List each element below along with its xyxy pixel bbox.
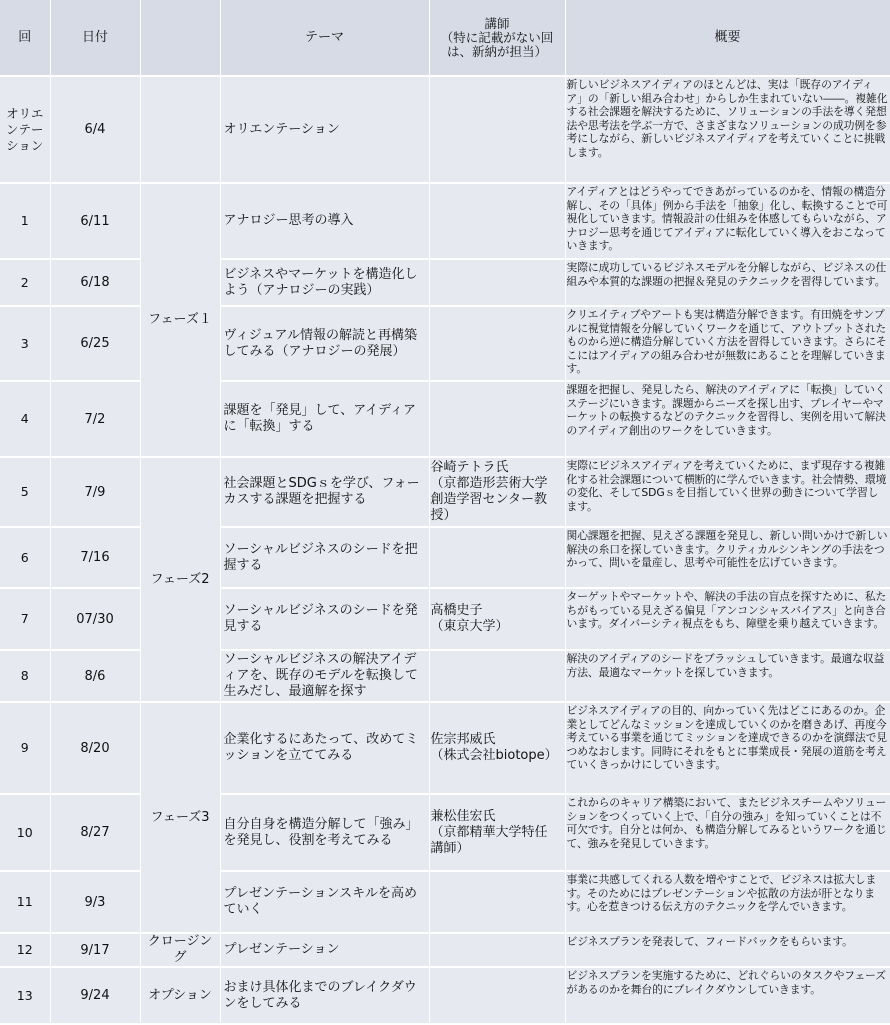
header-row <box>0 0 890 76</box>
row-num: 6 <box>0 527 50 588</box>
row-theme: 課題を「発見」して、アイディアに「転換」する <box>220 381 429 457</box>
header-num: 回 <box>0 0 50 76</box>
header-phase <box>140 0 220 76</box>
row-lecturer: 谷崎テトラ氏 （京都造形芸術大学 創造学習センター教 授） <box>429 457 565 527</box>
row-lecturer <box>429 650 565 702</box>
row-summary <box>565 650 890 702</box>
row-date: 8/6 <box>50 650 140 702</box>
row-summary-text: 課題を把握し、発見したら、解決のアイディアに「転換」していくステージにいきます。課題からニーズを探し出す、プレイヤーやマーケットの転換するなどのテクニックを習得し、実例を用いて解決のアイディア創出のワークをしていきます。 <box>566 383 886 437</box>
row-summary-text: アイディアとはどうやってできあがっているのかを、情報の構造分解し、その「具体」例から手法を「抽象」化し、転換することで可視化していきます。情報設計の仕組みを体感してもらいながら、アナロジー思考を通じてアイディアに転化していく導入をおこなっていきます。 <box>566 185 888 253</box>
row-summary <box>565 967 890 1024</box>
row-date: 6/25 <box>50 306 140 381</box>
table-row <box>0 702 890 794</box>
table-row <box>0 933 890 967</box>
table-row <box>0 183 890 259</box>
option-label: オプション <box>140 967 220 1024</box>
row-summary-text: 実際に成功しているビジネスモデルを分解しながら、ビジネスの仕組みや本質的な課題の把握＆発見のテクニックを習得しています。 <box>566 261 887 288</box>
row-summary <box>565 306 890 381</box>
phase-3-label: フェーズ3 <box>140 702 220 933</box>
row-summary-text: 事業に共感してくれる人数を増やすことで、ビジネスは拡大します。そのためにはプレゼンテーションや拡散の方法が肝となります。心を惹きつける伝え方のテクニックを学んでいきます。 <box>566 873 877 914</box>
row-lecturer <box>429 933 565 967</box>
row-summary-text: ターゲットやマーケットや、解決の手法の盲点を探すために、私たちがもっている見えざる偏見「アンコンシャスバイアス」と向き合います。ダイバーシティ視点をもち、障壁を乗り越えていきます。 <box>566 590 887 631</box>
table-row <box>0 588 890 650</box>
table-row <box>0 259 890 306</box>
phase-2-label: フェーズ2 <box>140 457 220 702</box>
row-date: 9/3 <box>50 871 140 933</box>
row-num: 1 <box>0 183 50 259</box>
row-lecturer: 佐宗邦威氏 （株式会社biotope） <box>429 702 565 794</box>
row-num: 12 <box>0 933 50 967</box>
table-row <box>0 381 890 457</box>
row-lecturer <box>429 381 565 457</box>
row-summary-text: クリエイティブやアートも実は構造分解できます。有田焼をサンプルに視覚情報を分解していくワークを通じて、アウトプットされたものから逆に構造分解していく方法を習得していきます。さらにそこにはアイディアの組み合わせが無数にあることを理解していきます。 <box>566 308 887 376</box>
row-summary-text: 解決のアイディアのシードをブラッシュしていきます。最適な収益方法、最適なマーケットを探していきます。 <box>566 652 885 679</box>
row-summary <box>565 933 890 967</box>
row-lecturer: 兼松佳宏氏 （京都精華大学特任 講師） <box>429 794 565 871</box>
row-summary <box>565 794 890 871</box>
row-date: 9/17 <box>50 933 140 967</box>
row-num: 3 <box>0 306 50 381</box>
row-summary <box>565 588 890 650</box>
table-row <box>0 457 890 527</box>
table-row <box>0 306 890 381</box>
phase-1-label: フェーズ１ <box>140 183 220 457</box>
row-date: 7/16 <box>50 527 140 588</box>
row-theme: アナロジー思考の導入 <box>220 183 429 259</box>
row-summary-text: 実際にビジネスアイディアを考えていくために、まず現存する複雑化する社会課題について横断的に学んでいきます。社会情勢、環境の変化、そしてSDGｓを目指していく世界の動きについて学習します。 <box>566 459 887 513</box>
row-theme: ソーシャルビジネスのシードを発見する <box>220 588 429 650</box>
row-date: 8/20 <box>50 702 140 794</box>
row-summary <box>565 76 890 183</box>
row-date: 6/4 <box>50 76 140 183</box>
row-num: 13 <box>0 967 50 1024</box>
table-row <box>0 871 890 933</box>
phase-cell-empty <box>140 76 220 183</box>
row-summary-text: 関心課題を把握、見えざる課題を発見し、新しい問いかけで新しい解決の糸口を探していきます。クリティカルシンキングの手法をつかって、問いを量産し、思考や可能性を広げていきます。 <box>566 529 888 570</box>
row-summary <box>565 527 890 588</box>
row-summary-text: これからのキャリア構築において、またビジネスチームやソリューションをつくっていく上で、「自分の強み」を知っていくことは不可欠です。自分とは何か、も構造分解してみるというワークを通じて、強みを発見していきます。 <box>566 796 887 850</box>
row-summary-text: 新しいビジネスアイディアのほとんどは、実は「既存のアイディア」の「新しい組み合わせ」からしか生まれていない――。複雑化する社会課題を解決するために、ソリューションの手法を導く発想法や思考法を学ぶ一方で、さまざまなソリューションの成功例を参考にしながら、新しいビジネスアイディアを考えていくことに挑戦します。 <box>566 78 888 159</box>
row-date: 6/11 <box>50 183 140 259</box>
row-summary-text: ビジネスプランを実施するために、どれぐらいのタスクやフェーズがあるのかを舞台的にブレイクダウンしていきます。 <box>566 969 886 996</box>
row-summary <box>565 871 890 933</box>
row-num: 11 <box>0 871 50 933</box>
row-summary <box>565 259 890 306</box>
row-num: 10 <box>0 794 50 871</box>
closing-label: クロージン グ <box>140 933 220 967</box>
row-lecturer <box>429 76 565 183</box>
row-date: 7/2 <box>50 381 140 457</box>
row-theme: プレゼンテーションスキルを高めていく <box>220 871 429 933</box>
header-date: 日付 <box>50 0 140 76</box>
row-num: 2 <box>0 259 50 306</box>
table-row <box>0 794 890 871</box>
row-num: 5 <box>0 457 50 527</box>
header-summary: 概要 <box>565 0 890 76</box>
row-theme: プレゼンテーション <box>220 933 429 967</box>
row-lecturer <box>429 967 565 1024</box>
table-row <box>0 650 890 702</box>
row-lecturer <box>429 183 565 259</box>
row-date: 7/9 <box>50 457 140 527</box>
row-theme: ヴィジュアル情報の解読と再構築してみる（アナロジーの発展） <box>220 306 429 381</box>
row-summary <box>565 183 890 259</box>
row-summary <box>565 702 890 794</box>
row-summary-text: ビジネスプランを発表して、フィードバックをもらいます。 <box>566 935 853 948</box>
header-lecturer <box>429 0 565 76</box>
row-lecturer <box>429 259 565 306</box>
row-summary <box>565 381 890 457</box>
row-summary <box>565 457 890 527</box>
row-lecturer: 高橋史子 （東京大学） <box>429 588 565 650</box>
row-theme: 社会課題とSDGｓを学び、フォーカスする課題を把握する <box>220 457 429 527</box>
row-lecturer <box>429 871 565 933</box>
header-theme: テーマ <box>220 0 429 76</box>
row-date: 8/27 <box>50 794 140 871</box>
row-theme: ビジネスやマーケットを構造化しよう（アナロジーの実践） <box>220 259 429 306</box>
row-theme: おまけ具体化までのブレイクダウンをしてみる <box>220 967 429 1024</box>
row-summary-text: ビジネスアイディアの目的、向かっていく先はどこにあるのか。企業としてどんなミッションを達成していくのかを磨きあげ、再度今考えている事業を通じてミッションを達成できるのかを演繹法で見つめなおします。同時にそれをもとに事業成長・発展の道筋を考えていくきっかけにしていきます。 <box>566 704 887 772</box>
row-num: 7 <box>0 588 50 650</box>
row-num: オリエ ンテー ション <box>0 76 50 183</box>
row-theme: ソーシャルビジネスのシードを把握する <box>220 527 429 588</box>
row-theme: 企業化するにあたって、改めてミッションを立ててみる <box>220 702 429 794</box>
row-num: 9 <box>0 702 50 794</box>
row-num: 8 <box>0 650 50 702</box>
row-theme: オリエンテーション <box>220 76 429 183</box>
header-lecturer-text: 講師 （特に記載がない回 は、新納が担当） <box>440 15 554 59</box>
table-row <box>0 967 890 1024</box>
row-theme: ソーシャルビジネスの解決アイディアを、既存のモデルを転換して生みだし、最適解を探す <box>220 650 429 702</box>
row-date: 9/24 <box>50 967 140 1024</box>
table-row <box>0 76 890 183</box>
row-date: 6/18 <box>50 259 140 306</box>
row-date: 07/30 <box>50 588 140 650</box>
row-lecturer <box>429 306 565 381</box>
row-lecturer <box>429 527 565 588</box>
row-num: 4 <box>0 381 50 457</box>
table-row <box>0 527 890 588</box>
row-theme: 自分自身を構造分解して「強み」を発見し、役割を考えてみる <box>220 794 429 871</box>
